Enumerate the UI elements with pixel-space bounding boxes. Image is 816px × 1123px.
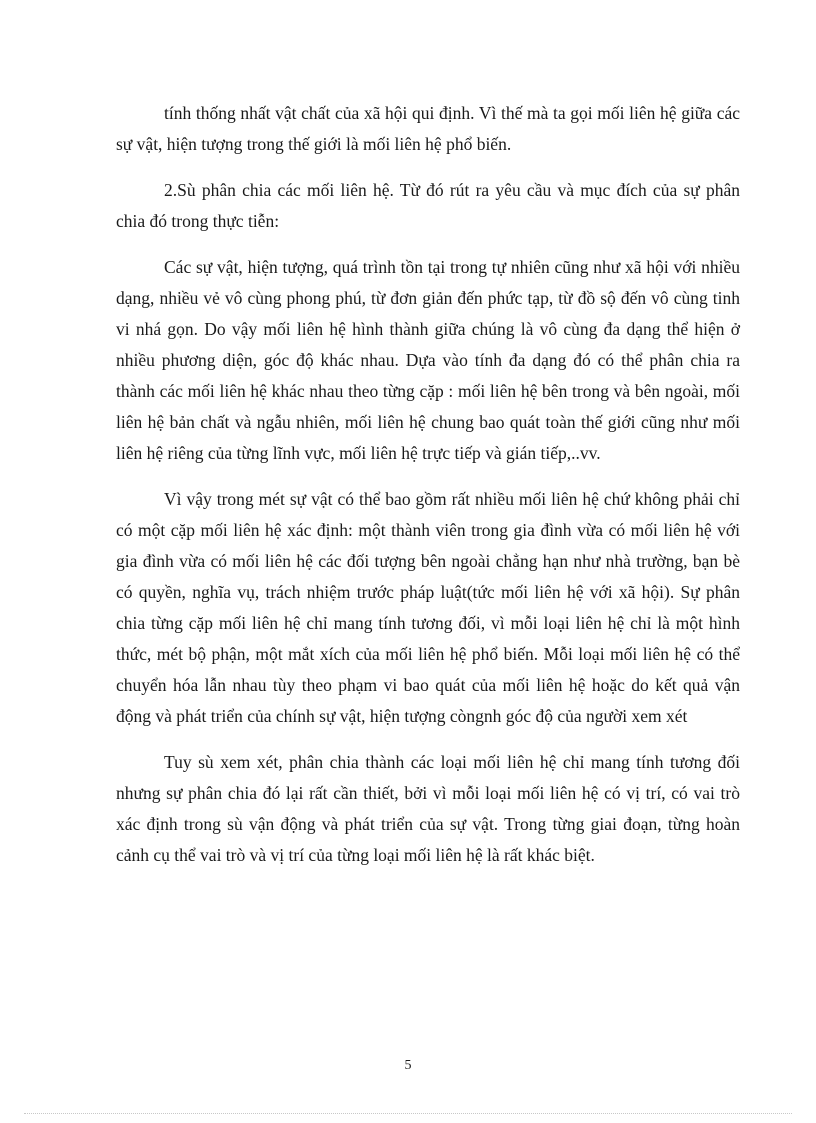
paragraph-5: Tuy sù xem xét, phân chia thành các loại mối liên hệ chỉ mang tính tương đối nhưng sự phân chia đó lại rất cần thiết, bởi vì mỗi loại mối liên hệ có vị trí, có vai trò xác định trong sù vận động và phát triển của sự vật. Trong từng giai đoạn, từng hoàn cảnh cụ thể vai trò và vị trí của từng loại mối liên hệ là rất khác biệt. [116,752,740,865]
page-number: 5 [404,1058,412,1073]
document-body [116,98,740,886]
paragraph-4: Vì vậy trong mét sự vật có thể bao gồm rất nhiều mối liên hệ chứ không phải chỉ có một cặp mối liên hệ xác định: một thành viên trong gia đình vừa có mối liên hệ với gia đình vừa có mối liên hệ các đối tượng bên ngoài chẳng hạn như nhà trường, bạn bè có quyền, nghĩa vụ, trách nhiệm trước pháp luật(tức mối liên hệ với xã hội). Sự phân chia từng cặp mối liên hệ chỉ mang tính tương đối, vì mỗi loại liên hệ chỉ là một hình thức, mét bộ phận, một mắt xích của mối liên hệ phổ biến. Mỗi loại mối liên hệ có thể chuyển hóa lẫn nhau tùy theo phạm vi bao quát của mối liên hệ hoặc do kết quả vận động và phát triển của chính sự vật, hiện tượng còngnh góc độ của người xem xét [116,489,740,726]
paragraph-3: Các sự vật, hiện tượng, quá trình tồn tại trong tự nhiên cũng như xã hội với nhiều dạng, nhiều vẻ vô cùng phong phú, từ đơn giản đến phức tạp, từ đồ sộ đến vô cùng tinh vi nhá gọn. Do vậy mối liên hệ hình thành giữa chúng là vô cùng đa dạng thể hiện ở nhiều phương diện, góc độ khác nhau. Dựa vào tính đa dạng đó có thể phân chia ra thành các mối liên hệ khác nhau theo từng cặp : mối liên hệ bên trong và bên ngoài, mối liên hệ bản chất và ngẫu nhiên, mối liên hệ chung bao quát toàn thế giới cũng như mối liên hệ riêng của từng lĩnh vực, mối liên hệ trực tiếp và gián tiếp,..vv. [116,257,740,463]
paragraph-2-heading: 2.Sù phân chia các mối liên hệ. Từ đó rút ra yêu cầu và mục đích của sự phân chia đó trong thực tiễn: [116,180,740,231]
page-bottom-divider [24,1113,792,1114]
paragraph-1: tính thống nhất vật chất của xã hội qui định. Vì thế mà ta gọi mối liên hệ giữa các sự vật, hiện tượng trong thế giới là mối liên hệ phổ biến. [116,103,740,154]
